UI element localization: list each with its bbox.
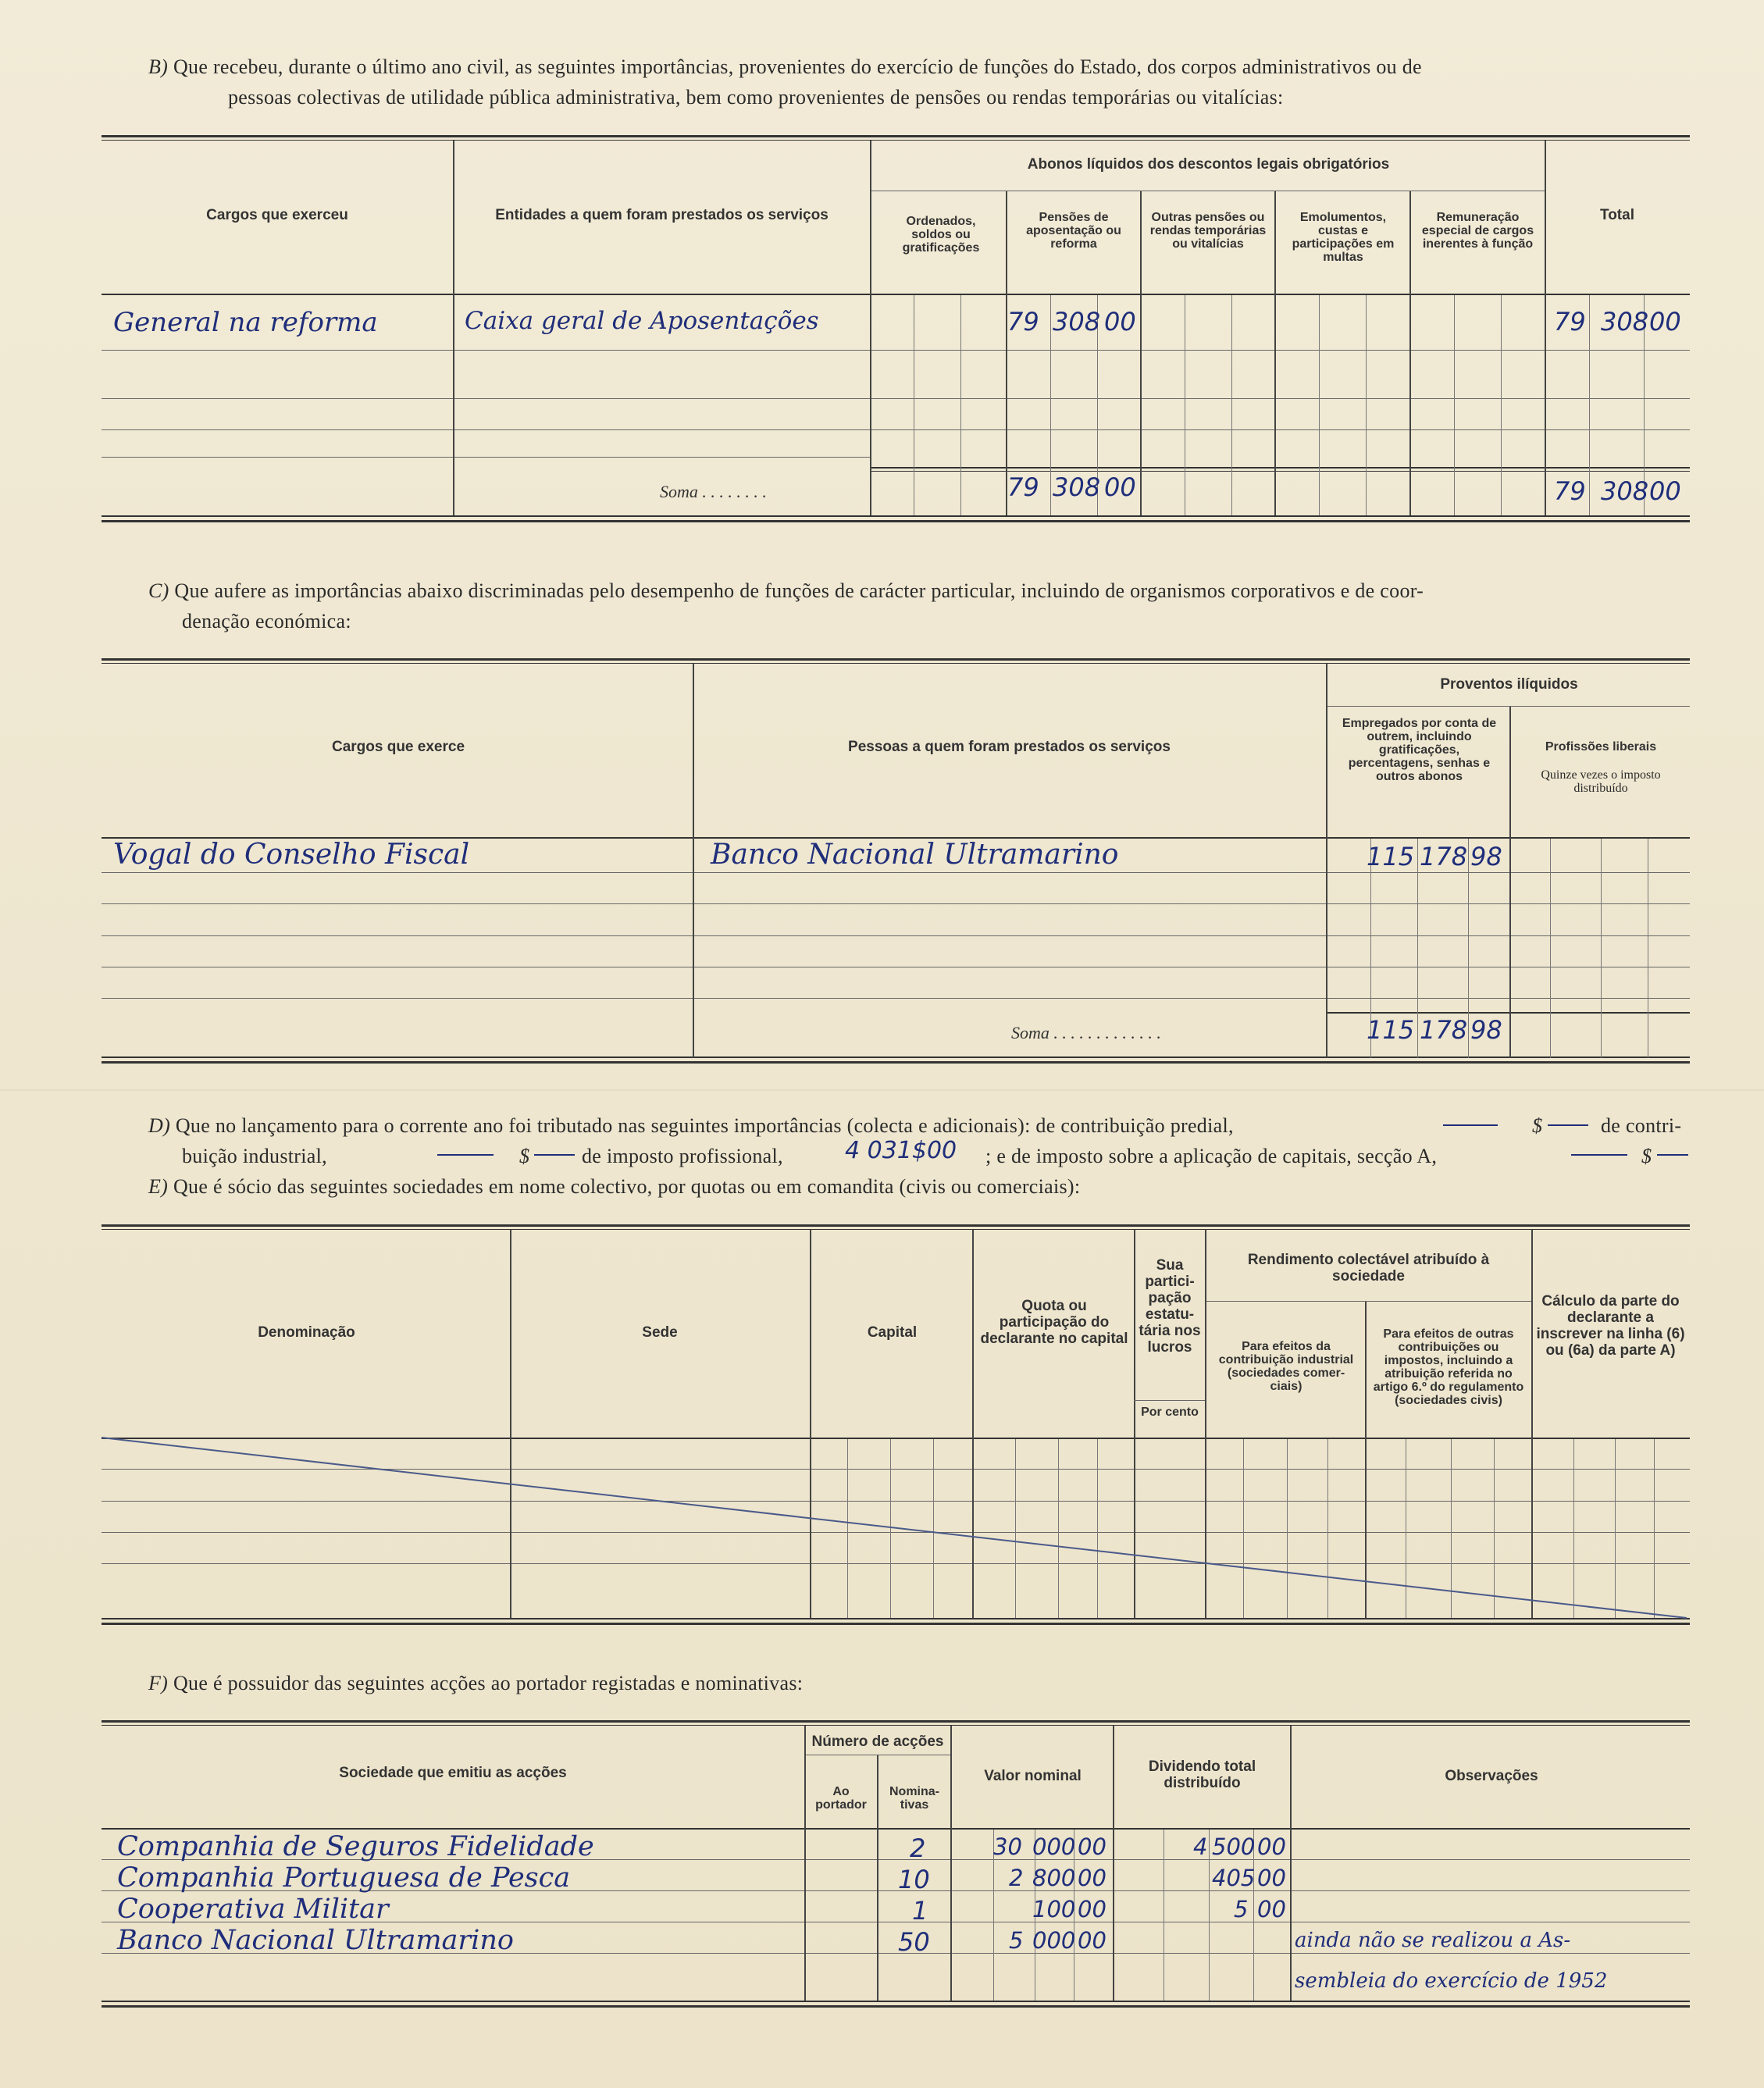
form-page: B) Que recebeu, durante o último ano civil, as seguintes importâncias, provenientes do exercício de funções do Estado, dos corpos administrativos ou de pessoas colectivas de utilidade pública administrativa, bem como provenientes de pensões ou rendas temporárias ou vitalícias: Cargos que exerceu Entidades a quem foram prestados os serviços Abonos líquidos dos descontos legais obrigatórios Ordenados, soldos ou gratificações Pensões de aposentação ou reforma Outras pensões ou rendas temporárias ou vitalícias Emolumentos, custas e participações em multas Remuneração especial de cargos inerentes à função Total General na reforma Caixa geral de Aposentações 79 308 00 79 308 00 Soma . . . . . . . . 79 308 00 79 308 00 C) Que aufere as importâncias abaixo discriminadas pelo desempenho de funções de carácter particular, incluindo de organismos corporativos e de coor- denação económica: Cargos que exerce Pessoas a quem foram prestados os serviços Proventos ilíquidos Empregados por conta de outrem, incluindo gratificações, percentagens, senhas e outros abonos Profissões liberais Quinze vezes o imposto distribuído Vogal do Conselho Fiscal Banco Nacional Ultramarino 115 178 98 Soma . . . . . . . . . . . . . 115 178 98 D) Que no lançamento para o corrente ano foi tributado nas seguintes importâncias (colecta e adicionais): de contribuição predial, $ de contri- buição industrial, $ de imposto profissional, 4 031$00 ; e de imposto sobre a aplicação de capitais, secção A, $ E) Que é sócio das seguintes sociedades em nome colectivo, por quotas ou em comandita (civis ou comerciais): Denominação Sede Capital Quota ou participação do declarante no capital Sua partici- pação estatu- tária nos lucros Por cento Rendimento colectável atribuído à sociedade Para efeitos da contribuição industrial (sociedades comer- ciais) Para efeitos de outras contribuições ou impostos, incluindo a atribuição referida no artigo 6.º do regulamento (sociedades civis) Cálculo da parte do declarante a inscrever na linha (6) ou (6a) da parte A) F) Que é possuidor das seguintes acções ao portador registadas e nominativas: Sociedade que emitiu as acções Número de acções Ao portador Nomina- tivas Valor nominal Dividendo total distribuído Observações Companhia de Seguros Fidelidade 2 30 000 00 4 500 00 Companhia Portuguesa de Pesca 10 2 800 00 405 00 Cooperativa Militar 1 100 00 5 00 Banco Nacional Ultramarino 50 5 000 00 ainda não se realizou a As- sembleia do exercício de 1952 (0, 0, 1764, 2088)
header-entidades: Entidades a quem foram prestados os serviços (495, 207, 829, 223)
observacao-line1: ainda não se realizou a As- (1295, 1929, 1571, 1952)
section-d-line1: D) Que no lançamento para o corrente ano foi tributado nas seguintes importâncias (colecta e adicionais): de contribuição predial, (148, 1114, 1234, 1137)
header-abonos: Abonos líquidos dos descontos legais obrigatórios (1027, 156, 1390, 173)
table-b-top-rule (102, 135, 1690, 137)
section-c-line2: denação económica: (182, 610, 351, 632)
header-quinze: Quinze vezes o imposto distribuído (1541, 768, 1661, 795)
section-e-line: E) Que é sócio das seguintes sociedades em nome colectivo, por quotas ou em comandita (civis ou comerciais): (148, 1175, 1081, 1198)
cargo-b-value: General na reforma (113, 307, 378, 338)
header-outras-pensoes: Outras pensões ou rendas temporárias ou vitalícias (1149, 211, 1267, 251)
header-ao-portador: Ao portador (815, 1785, 867, 1812)
section-c-line1: C) Que aufere as importâncias abaixo discriminadas pelo desempenho de funções de carácter particular, incluindo de organismos corporativos e de coor- (148, 579, 1424, 602)
section-b-line2: pessoas colectivas de utilidade pública administrativa, bem como provenientes de pensões ou rendas temporárias ou vitalícias: (228, 86, 1284, 109)
header-para-outras: Para efeitos de outras contribuições ou impostos, incluindo a atribuição referida no artigo 6.º do regulamento (sociedades civis) (1373, 1327, 1524, 1407)
header-sede: Sede (642, 1324, 678, 1341)
section-f-line: F) Que é possuidor das seguintes acções ao portador registadas e nominativas: (148, 1672, 804, 1694)
page-fold (0, 1089, 1764, 1091)
header-valor-nominal: Valor nominal (984, 1768, 1082, 1784)
header-sociedade: Sociedade que emitiu as acções (339, 1765, 567, 1781)
header-cargos-exerceu: Cargos que exerceu (206, 207, 348, 223)
entidade-b-value: Caixa geral de Aposentações (465, 307, 819, 335)
header-ordenados: Ordenados, soldos ou gratificações (902, 215, 980, 255)
header-total: Total (1600, 207, 1634, 223)
header-quota: Quota ou participação do declarante no capital (980, 1298, 1128, 1347)
header-observacoes: Observações (1445, 1768, 1538, 1784)
section-b-line1: B) Que recebeu, durante o último ano civil, as seguintes importâncias, provenientes do exercício de funções do Estado, dos corpos administrativos ou de (148, 55, 1422, 78)
header-nominativas: Nomina- tivas (889, 1785, 939, 1812)
header-profissoes: Profissões liberais (1545, 740, 1657, 754)
pessoa-c-value: Banco Nacional Ultramarino (711, 839, 1119, 871)
header-pessoas: Pessoas a quem foram prestados os serviços (848, 739, 1171, 755)
cargo-c-value: Vogal do Conselho Fiscal (113, 839, 470, 871)
soma-b-label: Soma . . . . . . . . (660, 482, 767, 501)
soma-c-label: Soma . . . . . . . . . . . . . (1011, 1023, 1161, 1042)
header-numero-accoes: Número de acções (811, 1733, 944, 1750)
section-b-label: B) (148, 55, 169, 78)
table-b-header-rule (102, 294, 1690, 295)
header-por-cento: Por cento (1141, 1406, 1199, 1419)
header-proventos: Proventos ilíquidos (1440, 676, 1578, 693)
header-emolumentos: Emolumentos, custas e participações em multas (1292, 211, 1395, 264)
header-participacao: Sua partici- pação estatu- tária nos lucros (1139, 1257, 1201, 1356)
header-remuneracao: Remuneração especial de cargos inerentes à função (1421, 211, 1534, 251)
table-b-bottom-rule (102, 515, 1690, 517)
imposto-profissional-value: 4 031$00 (845, 1137, 957, 1164)
header-cargos-exerce: Cargos que exerce (331, 739, 465, 755)
header-calculo: Cálculo da parte do declarante a inscrever na linha (6) ou (6a) da parte A) (1536, 1293, 1685, 1359)
header-para-industrial: Para efeitos da contribuição industrial (sociedades comer- ciais) (1218, 1340, 1354, 1393)
header-capital: Capital (867, 1324, 918, 1341)
header-dividendo: Dividendo total distribuído (1148, 1758, 1256, 1791)
header-empregados: Empregados por conta de outrem, incluindo gratificações, percentagens, senhas e outros abonos (1342, 717, 1497, 783)
header-rendimento: Rendimento colectável atribuído à sociedade (1247, 1252, 1490, 1285)
header-denominacao: Denominação (258, 1324, 355, 1341)
header-pensoes: Pensões de aposentação ou reforma (1026, 211, 1121, 251)
observacao-line2: sembleia do exercício de 1952 (1295, 1969, 1608, 1993)
